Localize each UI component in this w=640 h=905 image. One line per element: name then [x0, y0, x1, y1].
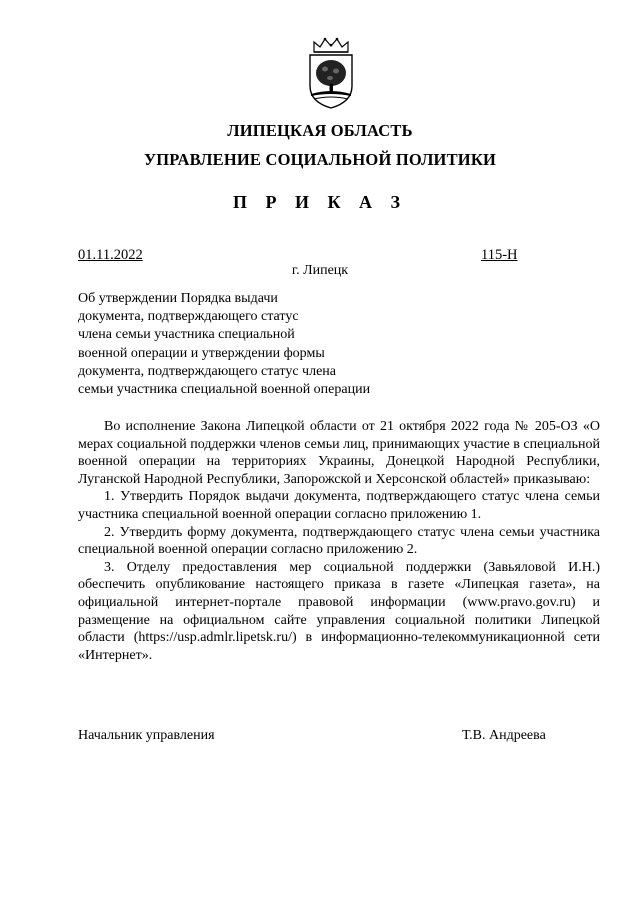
signatory-name: Т.В. Андреева: [462, 728, 546, 743]
order-item-2: 2. Утвердить форму документа, подтверждающего статус члена семьи участника специальной военной операции согласно приложению 2.: [78, 524, 600, 558]
order-number: 115-Н: [481, 247, 518, 263]
subject-line: документа, подтверждающего статус: [78, 309, 299, 325]
order-subject: [78, 290, 418, 399]
document-type-title: П Р И К А З: [232, 192, 408, 212]
subject-line: документа, подтверждающего статус члена: [78, 363, 336, 379]
department-title: УПРАВЛЕНИЕ СОЦИАЛЬНОЙ ПОЛИТИКИ: [143, 150, 497, 169]
order-body: [78, 418, 600, 664]
subject-line: Об утверждении Порядка выдачи: [78, 291, 278, 306]
subject-line: члена семьи участника специальной: [78, 327, 295, 343]
region-title: ЛИПЕЦКАЯ ОБЛАСТЬ: [227, 121, 413, 140]
preamble-paragraph: Во исполнение Закона Липецкой области от 21 октября 2022 года № 205-ОЗ «О мерах социальной поддержки членов семьи лиц, принимающих участие в специальной военной операции на территориях Украины, Донецкой Народной Республики, Луганской Народной Республики, Запорожской и Херсонской областей» приказываю:: [78, 419, 600, 487]
order-city: г. Липецк: [291, 263, 349, 278]
order-item-3: 3. Отделу предоставления мер социальной поддержки (Завьяловой И.Н.) обеспечить опубликование настоящего приказа в газете «Липецкая газета», на официальной интернет-портале правовой информации (www.pravo.gov.ru) и размещение на официальном сайте управления социальной политики Липецкой области (https://usp.admlr.lipetsk.ru/) в информационно-телекоммуникационной сети «Интернет».: [78, 559, 600, 663]
subject-line: военной операции и утверждении формы: [78, 345, 325, 361]
signatory-role: Начальник управления: [78, 728, 215, 743]
order-item-1: 1. Утвердить Порядок выдачи документа, подтверждающего статус члена семьи участника специальной военной операции согласно приложению 1.: [78, 489, 600, 522]
order-date: 01.11.2022: [78, 247, 143, 263]
subject-line: семьи участника специальной военной операции: [78, 382, 371, 398]
coat-of-arms-icon: [300, 36, 362, 110]
